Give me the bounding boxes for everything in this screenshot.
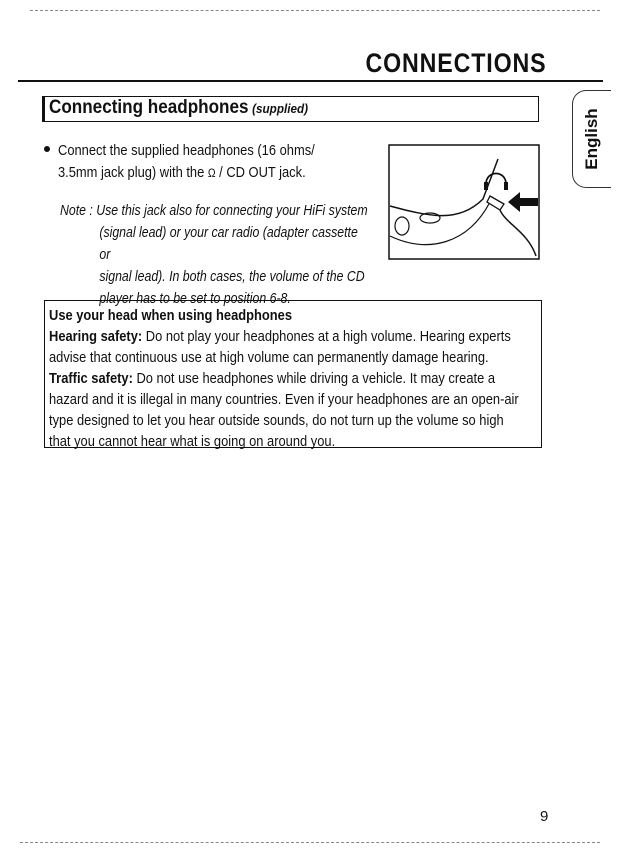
scan-artifact-bottom xyxy=(20,842,600,843)
note-line-1-text: Use this jack also for connecting your HiFi system xyxy=(96,202,368,219)
note-line-3: signal lead). In both cases, the volume of the CD xyxy=(99,268,365,285)
instruction-line-2 xyxy=(58,162,333,184)
arrow-icon xyxy=(508,192,538,212)
instruction-line-1: Connect the supplied headphones (16 ohms/ xyxy=(58,142,315,159)
title-rule xyxy=(18,80,603,82)
cd-player-edge xyxy=(390,202,490,245)
headphone-jack-illustration xyxy=(388,144,540,260)
headphone-icon-left-cup xyxy=(484,182,488,190)
bullet-icon xyxy=(44,146,50,152)
safety-warning-content xyxy=(49,305,531,452)
scan-artifact-top xyxy=(30,10,600,11)
note-line-2: (signal lead) or your car radio (adapter cassette or xyxy=(99,224,358,263)
traffic-safety-line-4: that you cannot hear what is going on around you. xyxy=(49,433,336,450)
page-title: CONNECTIONS xyxy=(365,48,547,78)
language-tab xyxy=(572,90,611,188)
hearing-safety-line-1: Hearing safety: Do not play your headphones at a high volume. Hearing experts xyxy=(49,328,511,345)
section-title xyxy=(49,97,308,119)
traffic-safety-line-3: type designed to let you hear outside sounds, do not turn up the volume so high xyxy=(49,412,504,429)
jack-plug xyxy=(487,196,504,210)
headphone-cable xyxy=(500,210,536,256)
section-title-text: Connecting headphones xyxy=(49,97,249,118)
note-label: Note : xyxy=(60,202,93,219)
hearing-safety-label: Hearing safety: xyxy=(49,328,143,345)
traffic-safety-label: Traffic safety: xyxy=(49,370,133,387)
cd-player-body xyxy=(390,159,498,216)
note-line-1 xyxy=(60,200,372,222)
hearing-safety-line-2: advise that continuous use at high volume can permanently damage hearing. xyxy=(49,349,489,366)
page-number: 9 xyxy=(540,808,549,825)
section-heading-box xyxy=(42,96,539,122)
instruction-line-2-before: 3.5mm jack plug) with the xyxy=(58,164,205,181)
traffic-safety-line-1: Traffic safety: Do not use headphones while driving a vehicle. It may create a xyxy=(49,370,496,387)
headphone-icon-right-cup xyxy=(504,182,508,190)
section-subtitle: (supplied) xyxy=(252,101,309,116)
headphone-symbol-icon: Ω xyxy=(207,166,216,180)
instruction-text xyxy=(58,140,333,184)
language-tab-label: English xyxy=(582,108,601,170)
safety-warning-box xyxy=(44,300,542,448)
cd-player-dial xyxy=(395,217,409,235)
note-block xyxy=(60,200,372,310)
instruction-line-2-after: / CD OUT jack. xyxy=(219,164,306,181)
note-line-4: player has to be set to position 6-8. xyxy=(99,290,291,307)
traffic-safety-line-2: hazard and it is illegal in many countries. Even if your headphones are an open-air xyxy=(49,391,519,408)
warning-heading: Use your head when using headphones xyxy=(49,307,292,324)
